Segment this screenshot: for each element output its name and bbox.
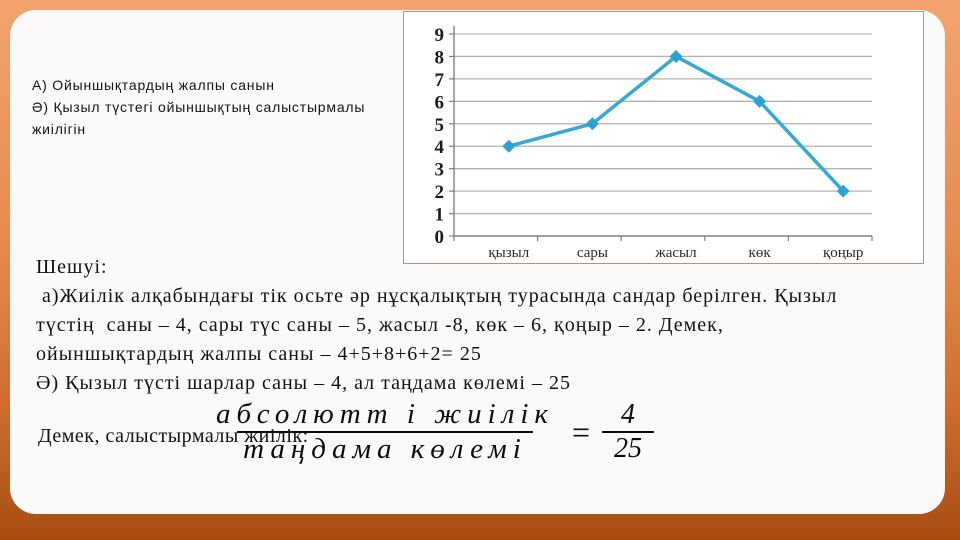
solution-text [36,253,931,398]
y-tick-label: 0 [434,227,444,248]
data-point-marker [502,140,515,153]
formula-fraction [210,398,560,466]
y-tick-label: 4 [434,137,444,159]
task-line: Ә) Қызыл түстегі ойыншықтың салыстырмалы [32,99,366,115]
y-tick-label: 2 [434,182,444,204]
task-text [32,74,400,140]
task-line: А) Ойыншықтардың жалпы санын [32,77,275,93]
x-category-label: қоңыр [822,245,864,261]
formula-value-denominator: 25 [602,431,654,465]
solution-line: Ә) Қызыл түсті шарлар саны – 4, ал таңдама көлемі – 25 [36,372,571,394]
x-category-label: сары [576,245,608,261]
content-panel [10,10,945,514]
solution-line: а)Жиілік алқабындағы тік осьте әр нұсқалықтың турасында сандар берілген. Қызыл [36,285,838,307]
y-tick-label: 1 [434,204,444,226]
solution-line: ойыншықтардың жалпы саны – 4+5+8+6+2= 25 [36,343,482,365]
solution-line: түстің саны – 4, сары түс саны – 5, жасыл -8, көк – 6, қоңыр – 2. Демек, [36,314,724,336]
x-category-label: көк [748,245,771,261]
equals-sign: = [571,413,591,450]
task-line: жиілігін [32,121,86,137]
formula-denominator: таңдама көлемі [237,431,533,466]
y-tick-label: 5 [434,114,444,136]
x-category-label: жасыл [655,245,697,261]
solution-heading: Шешуі: [36,256,108,278]
x-category-label: қызыл [488,245,530,261]
formula-numerator: абсолютт і жиілік [216,398,554,430]
formula-value-fraction [602,399,654,465]
conclusion-text: Демек, салыстырмалы жиілік: [38,425,309,447]
y-tick-label: 3 [434,159,444,181]
chart-svg [404,12,921,261]
chart-figure [403,11,924,264]
y-tick-label: 7 [434,69,444,91]
relative-frequency-formula [210,398,654,466]
y-tick-label: 8 [434,47,444,69]
y-tick-label: 6 [434,92,444,114]
y-tick-label: 9 [434,25,444,46]
formula-value-numerator: 4 [621,399,636,430]
